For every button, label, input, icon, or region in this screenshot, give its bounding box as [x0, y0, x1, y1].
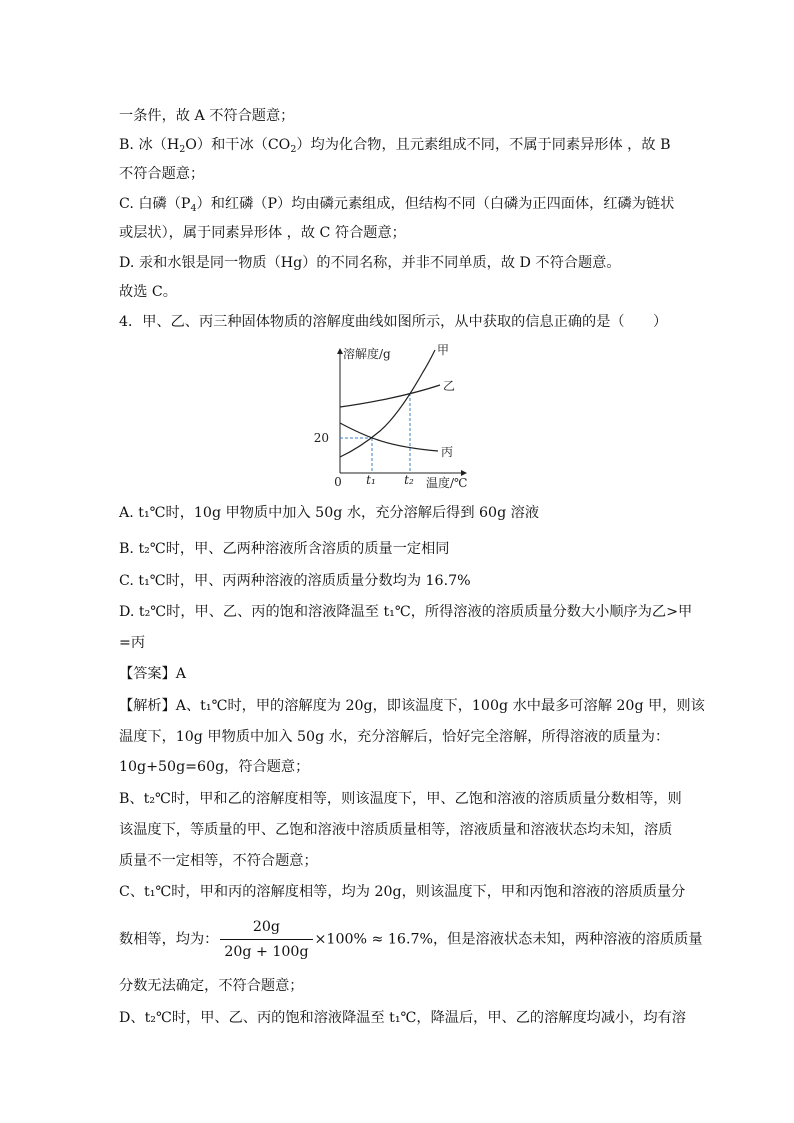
solubility-chart: [313, 343, 470, 493]
explanation-line: 分数无法确定，不符合题意；: [119, 978, 304, 994]
origin-label: 0: [334, 475, 342, 489]
x-tick-label-t2: t₂: [404, 473, 414, 487]
text-line: 一条件，故 A 不符合题意；: [119, 108, 295, 124]
option-b-explanation: B. 冰$(H_2O)$和干冰$(CO_2)$均为化合物，且元素组成不同，不属于同素异形体 ，故 B: [119, 137, 671, 155]
x-axis-label: 温度/℃: [426, 476, 468, 490]
option-c-explanation: C. 白磷$(P_4)$和红磷（P）均由磷元素组成，但结构不同（白磷为正四面体，红磷为链状: [119, 196, 675, 214]
series-line-yi: [340, 385, 440, 407]
option-a: A. t₁℃时，10g 甲物质中加入 50g 水，充分溶解后得到 60g 溶液: [119, 505, 540, 521]
series-label-yi: 乙: [443, 379, 456, 393]
text-line: 故选 C。: [119, 284, 177, 300]
question-stem: 4．甲、乙、丙三种固体物质的溶解度曲线如图所示，从中获取的信息正确的是（ ）: [119, 314, 668, 330]
series-line-jia: [340, 350, 435, 457]
explanation-line: D、t₂℃时，甲、乙、丙的饱和溶液降温至 t₁℃，降温后，甲、乙的溶解度均减小，均有溶: [119, 1010, 686, 1026]
text-line: D. 汞和水银是同一物质（Hg）的不同名称，并非不同单质，故 D 不符合题意。: [119, 255, 621, 271]
explanation-line: 【解析】A、t₁℃时，甲的溶解度为 20g，即该温度下，100g 水中最多可溶解 20g 甲，则该: [119, 698, 705, 714]
explanation-line: 温度下，10g 甲物质中加入 50g 水，充分溶解后，恰好完全溶解，所得溶液的质量为：: [119, 729, 670, 745]
series-label-jia: 甲: [437, 343, 450, 357]
fraction-denominator: 20g + 100g: [224, 944, 309, 960]
explanation-line: 10g+50g=60g，符合题意；: [119, 759, 310, 775]
option-c: C. t₁℃时，甲、丙两种溶液的溶质质量分数均为 16.7%: [119, 573, 471, 589]
explanation-line: 质量不一定相等，不符合题意；: [119, 853, 318, 869]
answer-line: 【答案】A: [119, 666, 186, 682]
y-axis-label: 溶解度/g: [343, 347, 391, 361]
option-d-continued: =丙: [119, 635, 146, 651]
x-tick-label-t1: t₁: [366, 473, 376, 487]
fraction-numerator: 20g: [220, 917, 312, 940]
option-b: B. t₂℃时，甲、乙两种溶液所含溶质的质量一定相同: [119, 541, 450, 557]
fraction: [220, 917, 312, 962]
explanation-line: 该温度下，等质量的甲、乙饱和溶液中溶质质量相等，溶液质量和溶液状态均未知，溶质: [119, 822, 673, 838]
text-line: 或层状），属于同素异形体 ，故 C 符合题意；: [119, 225, 406, 241]
explanation-line: B、t₂℃时，甲和乙的溶解度相等，则该温度下，甲、乙饱和溶液的溶质质量分数相等，则: [119, 791, 682, 807]
option-d: D. t₂℃时，甲、乙、丙的饱和溶液降温至 t₁℃，所得溶液的溶质质量分数大小顺序为乙>甲: [119, 604, 693, 620]
text-line: 不符合题意；: [119, 166, 205, 182]
series-label-bing: 丙: [441, 445, 454, 459]
explanation-fraction-line: 数相等，均为： $\frac{20g}{20g + 100g}$ ×100% ≈ 16.7%，但是溶液状态未知，两种溶液的溶质质量: [119, 919, 703, 960]
series-line-bing: [340, 423, 438, 451]
y-tick-label: 20: [313, 431, 329, 445]
explanation-line: C、t₁℃时，甲和丙的溶解度相等，均为 20g，则该温度下，甲和丙饱和溶液的溶质质量分: [119, 884, 686, 900]
